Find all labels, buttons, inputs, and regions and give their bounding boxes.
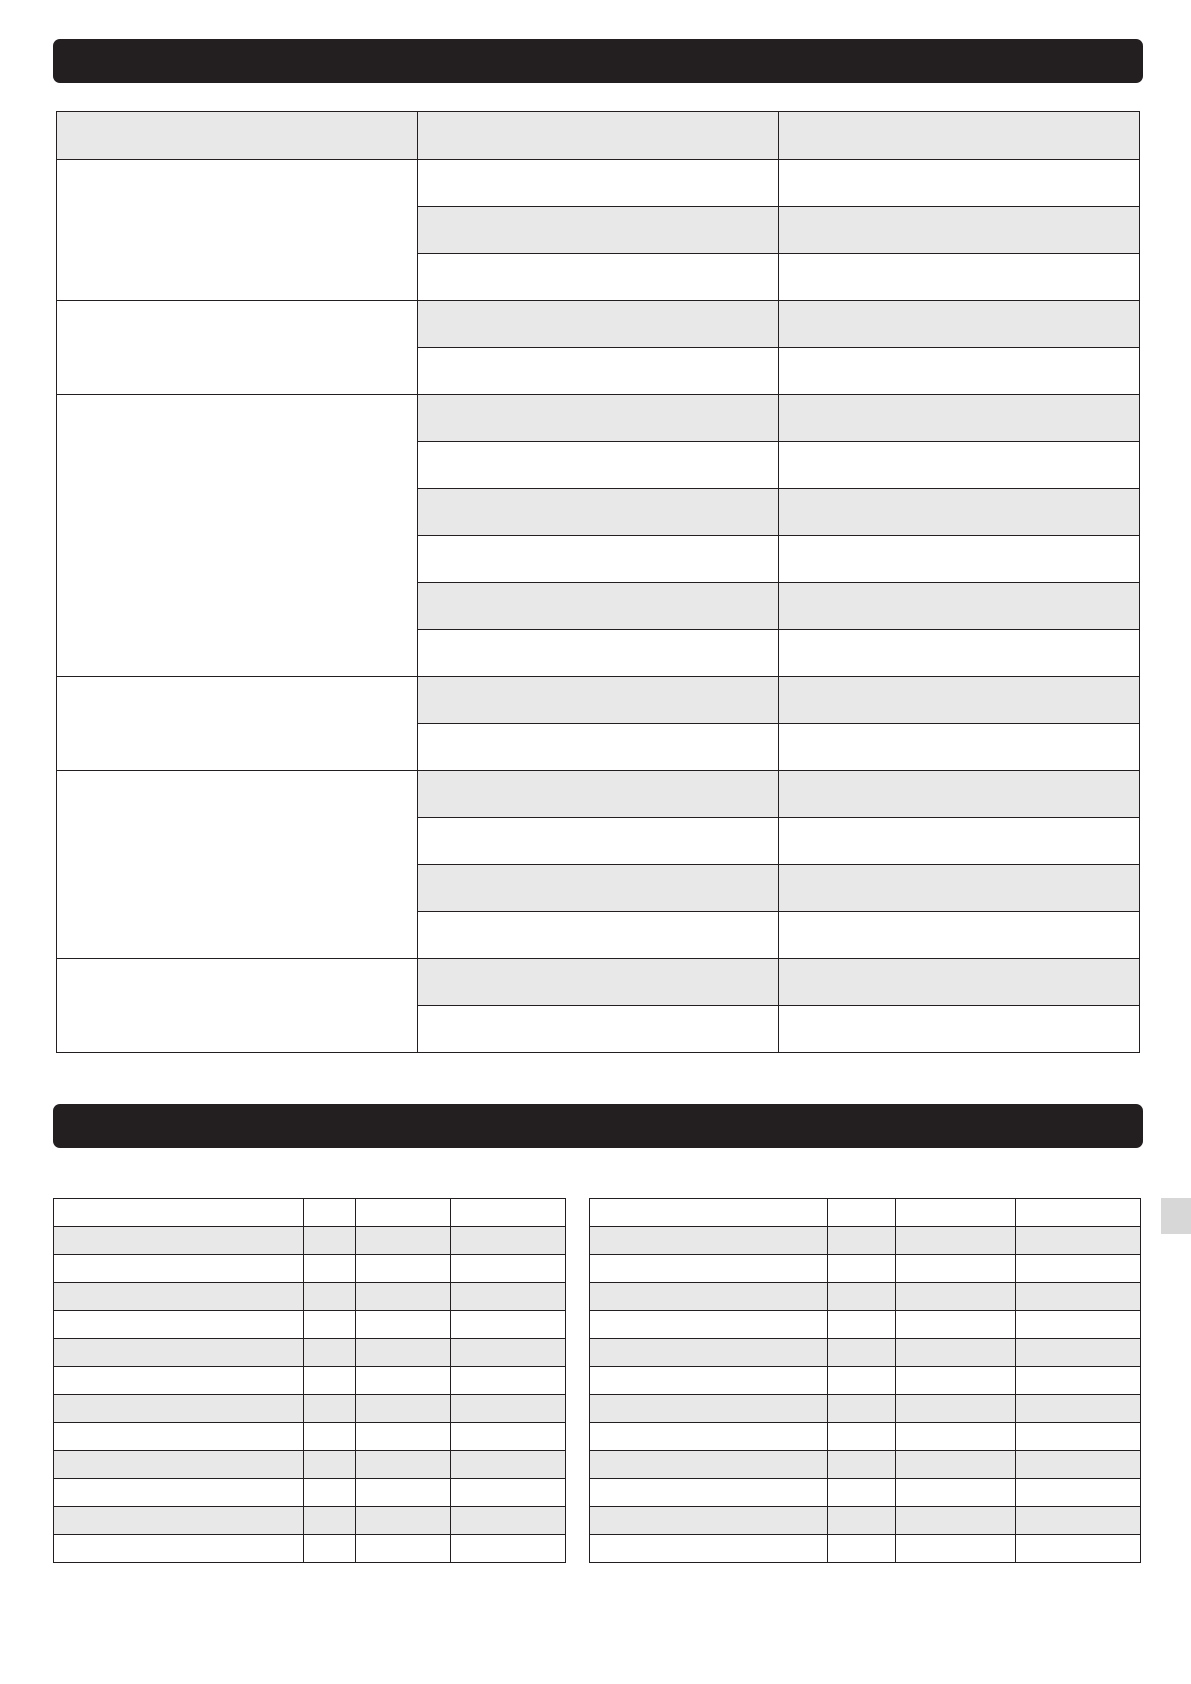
table-cell (356, 1367, 451, 1395)
table-row (54, 1255, 566, 1283)
table-cell (451, 1367, 566, 1395)
table-row (590, 1199, 1141, 1227)
group-label-cell (57, 959, 418, 1053)
table-row (54, 1311, 566, 1339)
table-cell (356, 1283, 451, 1311)
table-cell (54, 1535, 304, 1563)
table-cell (1016, 1479, 1141, 1507)
table-cell (1016, 1199, 1141, 1227)
table-cell (304, 1395, 356, 1423)
main-table-cell (779, 301, 1140, 348)
table-cell (304, 1311, 356, 1339)
group-label-cell (57, 160, 418, 301)
main-table-cell (779, 912, 1140, 959)
main-table-cell (418, 630, 779, 677)
table-cell (451, 1535, 566, 1563)
table-cell (1016, 1339, 1141, 1367)
main-table-cell (779, 254, 1140, 301)
table-cell (896, 1199, 1016, 1227)
main-table-cell (418, 536, 779, 583)
main-table-cell (418, 254, 779, 301)
table-cell (828, 1367, 896, 1395)
table-cell (828, 1283, 896, 1311)
table-cell (896, 1451, 1016, 1479)
table-row (54, 1507, 566, 1535)
table-cell (590, 1227, 828, 1255)
left-table (53, 1198, 566, 1563)
table-row (590, 1479, 1141, 1507)
table-cell (304, 1535, 356, 1563)
table-cell (304, 1255, 356, 1283)
table-cell (451, 1479, 566, 1507)
table-row (54, 1423, 566, 1451)
table-cell (54, 1451, 304, 1479)
table-cell (828, 1535, 896, 1563)
table-cell (1016, 1283, 1141, 1311)
table-row (54, 1395, 566, 1423)
table-cell (304, 1451, 356, 1479)
table-cell (1016, 1367, 1141, 1395)
table-cell (896, 1227, 1016, 1255)
main-table-cell (779, 536, 1140, 583)
table-cell (1016, 1451, 1141, 1479)
main-table-cell (779, 489, 1140, 536)
table-row (54, 1283, 566, 1311)
main-table-cell (779, 677, 1140, 724)
table-cell (1016, 1255, 1141, 1283)
table-cell (590, 1367, 828, 1395)
table-cell (54, 1255, 304, 1283)
table-cell (304, 1479, 356, 1507)
main-table-cell (418, 489, 779, 536)
main-table-cell (779, 160, 1140, 207)
right-table (589, 1198, 1141, 1563)
table-cell (54, 1507, 304, 1535)
table-row (54, 1199, 566, 1227)
table-cell (451, 1283, 566, 1311)
main-table (56, 111, 1140, 1053)
main-table-row (57, 771, 1140, 818)
main-table-cell (779, 207, 1140, 254)
main-table-cell (779, 583, 1140, 630)
table-cell (896, 1367, 1016, 1395)
table-cell (896, 1535, 1016, 1563)
table-row (590, 1423, 1141, 1451)
main-table-cell (418, 442, 779, 489)
main-table-cell (418, 160, 779, 207)
main-table-cell (418, 348, 779, 395)
main-table-cell (779, 395, 1140, 442)
section-header-bar (53, 1104, 1143, 1148)
table-cell (54, 1395, 304, 1423)
table-cell (356, 1339, 451, 1367)
table-cell (590, 1451, 828, 1479)
main-table-cell (418, 771, 779, 818)
table-cell (896, 1283, 1016, 1311)
table-cell (590, 1283, 828, 1311)
table-cell (896, 1255, 1016, 1283)
table-cell (451, 1395, 566, 1423)
main-table-row (57, 395, 1140, 442)
main-table-cell (418, 818, 779, 865)
main-table-cell (779, 771, 1140, 818)
main-table-cell (418, 1006, 779, 1053)
table-cell (828, 1227, 896, 1255)
table-cell (896, 1339, 1016, 1367)
table-cell (451, 1199, 566, 1227)
table-cell (828, 1507, 896, 1535)
group-label-cell (57, 771, 418, 959)
table-row (590, 1507, 1141, 1535)
table-cell (54, 1311, 304, 1339)
main-table-cell (418, 395, 779, 442)
table-cell (896, 1479, 1016, 1507)
table-row (590, 1395, 1141, 1423)
main-table-cell (779, 959, 1140, 1006)
main-table-cell (779, 630, 1140, 677)
table-row (590, 1367, 1141, 1395)
table-cell (828, 1199, 896, 1227)
main-table-row (57, 160, 1140, 207)
table-cell (304, 1339, 356, 1367)
table-cell (451, 1423, 566, 1451)
table-cell (1016, 1423, 1141, 1451)
table-row (54, 1535, 566, 1563)
table-cell (1016, 1395, 1141, 1423)
table-cell (896, 1311, 1016, 1339)
table-cell (896, 1507, 1016, 1535)
main-table-header-row (57, 112, 1140, 160)
table-cell (356, 1255, 451, 1283)
main-table-cell (418, 912, 779, 959)
main-table-cell (779, 818, 1140, 865)
main-table-header-cell (57, 112, 418, 160)
table-row (590, 1535, 1141, 1563)
table-cell (304, 1199, 356, 1227)
main-table-body (57, 160, 1140, 1053)
main-table-cell (418, 301, 779, 348)
table-cell (451, 1227, 566, 1255)
table-row (54, 1451, 566, 1479)
table-cell (828, 1311, 896, 1339)
table-cell (356, 1227, 451, 1255)
table-cell (54, 1423, 304, 1451)
table-cell (356, 1479, 451, 1507)
table-cell (356, 1199, 451, 1227)
table-cell (356, 1535, 451, 1563)
table-cell (1016, 1507, 1141, 1535)
main-table-cell (779, 442, 1140, 489)
group-label-cell (57, 677, 418, 771)
group-label-cell (57, 301, 418, 395)
section-header-bar (53, 39, 1143, 83)
main-table-cell (418, 583, 779, 630)
table-cell (1016, 1227, 1141, 1255)
table-cell (590, 1311, 828, 1339)
table-cell (828, 1479, 896, 1507)
main-table-header-cell (418, 112, 779, 160)
table-cell (590, 1535, 828, 1563)
main-table-cell (779, 1006, 1140, 1053)
table-row (54, 1479, 566, 1507)
main-table-row (57, 677, 1140, 724)
table-cell (590, 1507, 828, 1535)
main-table-cell (418, 677, 779, 724)
main-table-cell (418, 865, 779, 912)
table-cell (896, 1395, 1016, 1423)
table-cell (1016, 1311, 1141, 1339)
table-cell (54, 1479, 304, 1507)
main-table-cell (779, 724, 1140, 771)
table-cell (304, 1227, 356, 1255)
table-cell (1016, 1535, 1141, 1563)
table-cell (590, 1479, 828, 1507)
table-cell (828, 1395, 896, 1423)
table-cell (451, 1255, 566, 1283)
left-table-body (54, 1199, 566, 1563)
table-cell (356, 1395, 451, 1423)
table-cell (304, 1507, 356, 1535)
table-cell (356, 1311, 451, 1339)
main-table-cell (418, 959, 779, 1006)
table-row (590, 1311, 1141, 1339)
main-table-cell (779, 348, 1140, 395)
table-row (54, 1227, 566, 1255)
table-cell (896, 1423, 1016, 1451)
table-cell (451, 1507, 566, 1535)
table-cell (590, 1255, 828, 1283)
table-cell (304, 1283, 356, 1311)
table-cell (451, 1339, 566, 1367)
table-cell (304, 1367, 356, 1395)
main-table-cell (418, 207, 779, 254)
table-cell (590, 1395, 828, 1423)
table-row (54, 1367, 566, 1395)
table-cell (590, 1199, 828, 1227)
main-table-header-cell (779, 112, 1140, 160)
table-cell (54, 1227, 304, 1255)
table-row (590, 1227, 1141, 1255)
table-row (54, 1339, 566, 1367)
main-table-row (57, 959, 1140, 1006)
table-cell (356, 1451, 451, 1479)
table-cell (828, 1339, 896, 1367)
table-row (590, 1255, 1141, 1283)
table-cell (828, 1423, 896, 1451)
main-table-cell (779, 865, 1140, 912)
table-cell (304, 1423, 356, 1451)
table-row (590, 1283, 1141, 1311)
table-row (590, 1451, 1141, 1479)
table-cell (828, 1451, 896, 1479)
main-table-row (57, 301, 1140, 348)
table-cell (356, 1507, 451, 1535)
table-cell (54, 1283, 304, 1311)
table-cell (590, 1423, 828, 1451)
table-cell (54, 1339, 304, 1367)
table-cell (451, 1451, 566, 1479)
table-cell (54, 1199, 304, 1227)
table-cell (590, 1339, 828, 1367)
page-tab (1161, 1198, 1191, 1234)
table-row (590, 1339, 1141, 1367)
table-cell (451, 1311, 566, 1339)
right-table-body (590, 1199, 1141, 1563)
table-cell (356, 1423, 451, 1451)
table-cell (828, 1255, 896, 1283)
group-label-cell (57, 395, 418, 677)
main-table-cell (418, 724, 779, 771)
table-cell (54, 1367, 304, 1395)
